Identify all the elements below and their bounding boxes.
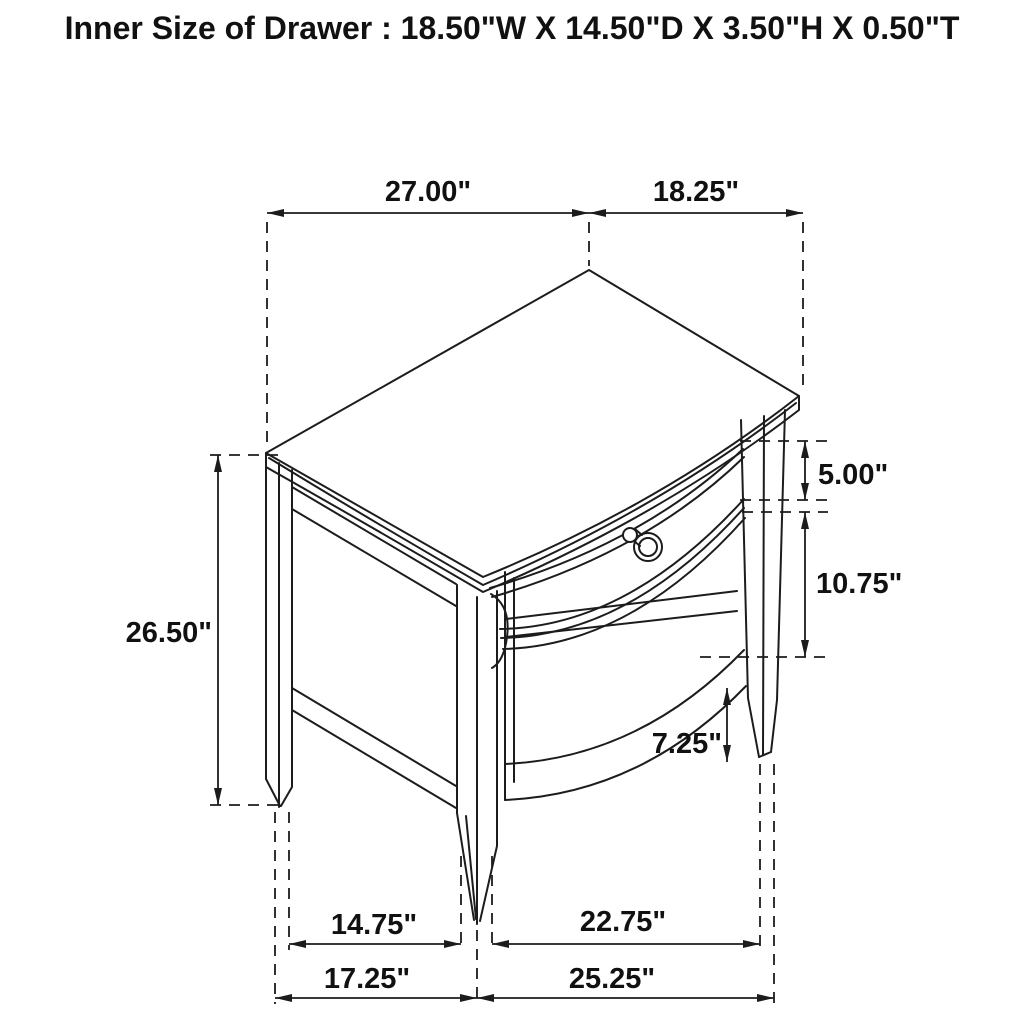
dim-label-shelf-to-floor: 7.25" <box>651 728 722 760</box>
dim-label-overall-height: 26.50" <box>125 617 212 649</box>
dim-label-drawer-opening-height: 10.75" <box>816 568 903 600</box>
dim-label-bottom-inner-left: 14.75" <box>330 909 418 941</box>
tabletop <box>266 270 799 577</box>
diagram-title: Inner Size of Drawer : 18.50"W X 14.50"D X 3.50"H X 0.50"T <box>64 10 960 46</box>
dim-label-top-left-span: 27.00" <box>384 176 472 208</box>
dim-label-bottom-outer-left: 17.25" <box>323 963 411 995</box>
right-leg <box>741 410 785 757</box>
dim-label-bottom-outer-right: 25.25" <box>568 963 656 995</box>
left-leg <box>266 456 292 807</box>
front-leg <box>457 572 514 924</box>
nightstand-drawing <box>266 270 799 924</box>
dim-label-drawer-face-height: 5.00" <box>818 459 889 491</box>
dim-label-bottom-inner-right: 22.75" <box>579 906 667 938</box>
lower-shelf <box>505 650 746 800</box>
dim-label-top-right-span: 18.25" <box>652 176 740 208</box>
